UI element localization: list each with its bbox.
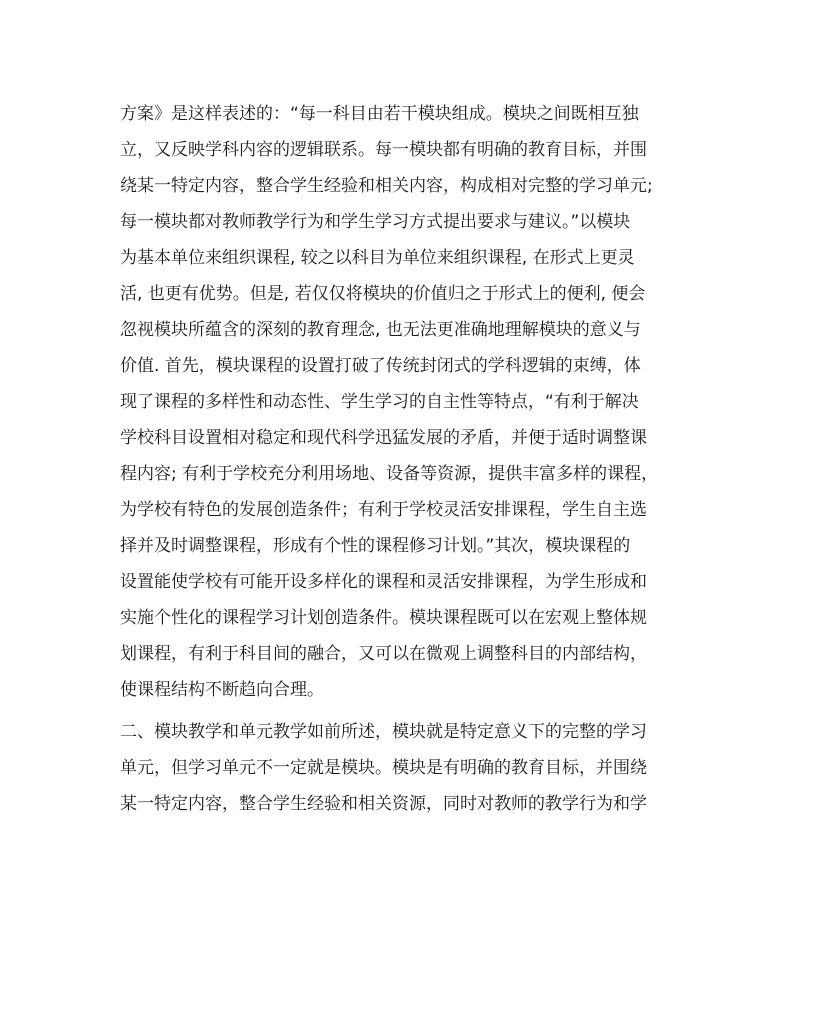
- text-line: 使课程结构不断趋向合理。: [120, 680, 324, 700]
- text-line: 二、模块教学和单元教学如前所述，模块就是特定意义下的完整的学习: [120, 722, 647, 742]
- text-line: 价值. 首先，模块课程的设置打破了传统封闭式的学科逻辑的束缚，体: [120, 356, 641, 376]
- paragraph-1: [120, 96, 700, 708]
- text-line: 现了课程的多样性和动态性、学生学习的自主性等特点，“有利于解决: [120, 392, 639, 412]
- text-line: 程内容; 有利于学校充分利用场地、设备等资源，提供丰富多样的课程，: [120, 464, 659, 484]
- text-line: 某一特定内容，整合学生经验和相关资源，同时对教师的教学行为和学: [120, 794, 647, 814]
- body-text: [120, 96, 700, 822]
- text-line: 学校科目设置相对稳定和现代科学迅猛发展的矛盾，并便于适时调整课: [120, 428, 647, 448]
- text-line: 活, 也更有优势。但是, 若仅仅将模块的价值归之于形式上的便利, 便会: [120, 284, 646, 304]
- text-line: 每一模块都对教师教学行为和学生学习方式提出要求与建议。”以模块: [120, 212, 631, 232]
- text-line: 为学校有特色的发展创造条件；有利于学校灵活安排课程，学生自主选: [120, 500, 647, 520]
- text-line: 单元，但学习单元不一定就是模块。模块是有明确的教育目标，并围绕: [120, 758, 647, 778]
- text-line: 方案》是这样表述的：“每一科目由若干模块组成。模块之间既相互独: [120, 104, 639, 124]
- text-line: 实施个性化的课程学习计划创造条件。模块课程既可以在宏观上整体规: [120, 608, 647, 628]
- text-line: 设置能使学校有可能开设多样化的课程和灵活安排课程，为学生形成和: [120, 572, 647, 592]
- paragraph-2: [120, 714, 700, 822]
- text-line: 绕某一特定内容，整合学生经验和相关内容，构成相对完整的学习单元;: [120, 176, 653, 196]
- text-line: 为基本单位来组织课程, 较之以科目为单位来组织课程, 在形式上更灵: [120, 248, 635, 268]
- text-line: 立，又反映学科内容的逻辑联系。每一模块都有明确的教育目标，并围: [120, 140, 647, 160]
- text-line: 忽视模块所蕴含的深刻的教育理念, 也无法更准确地理解模块的意义与: [120, 320, 641, 340]
- text-line: 划课程，有利于科目间的融合，又可以在微观上调整科目的内部结构，: [120, 644, 647, 664]
- text-line: 择并及时调整课程，形成有个性的课程修习计划。”其次，模块课程的: [120, 536, 631, 556]
